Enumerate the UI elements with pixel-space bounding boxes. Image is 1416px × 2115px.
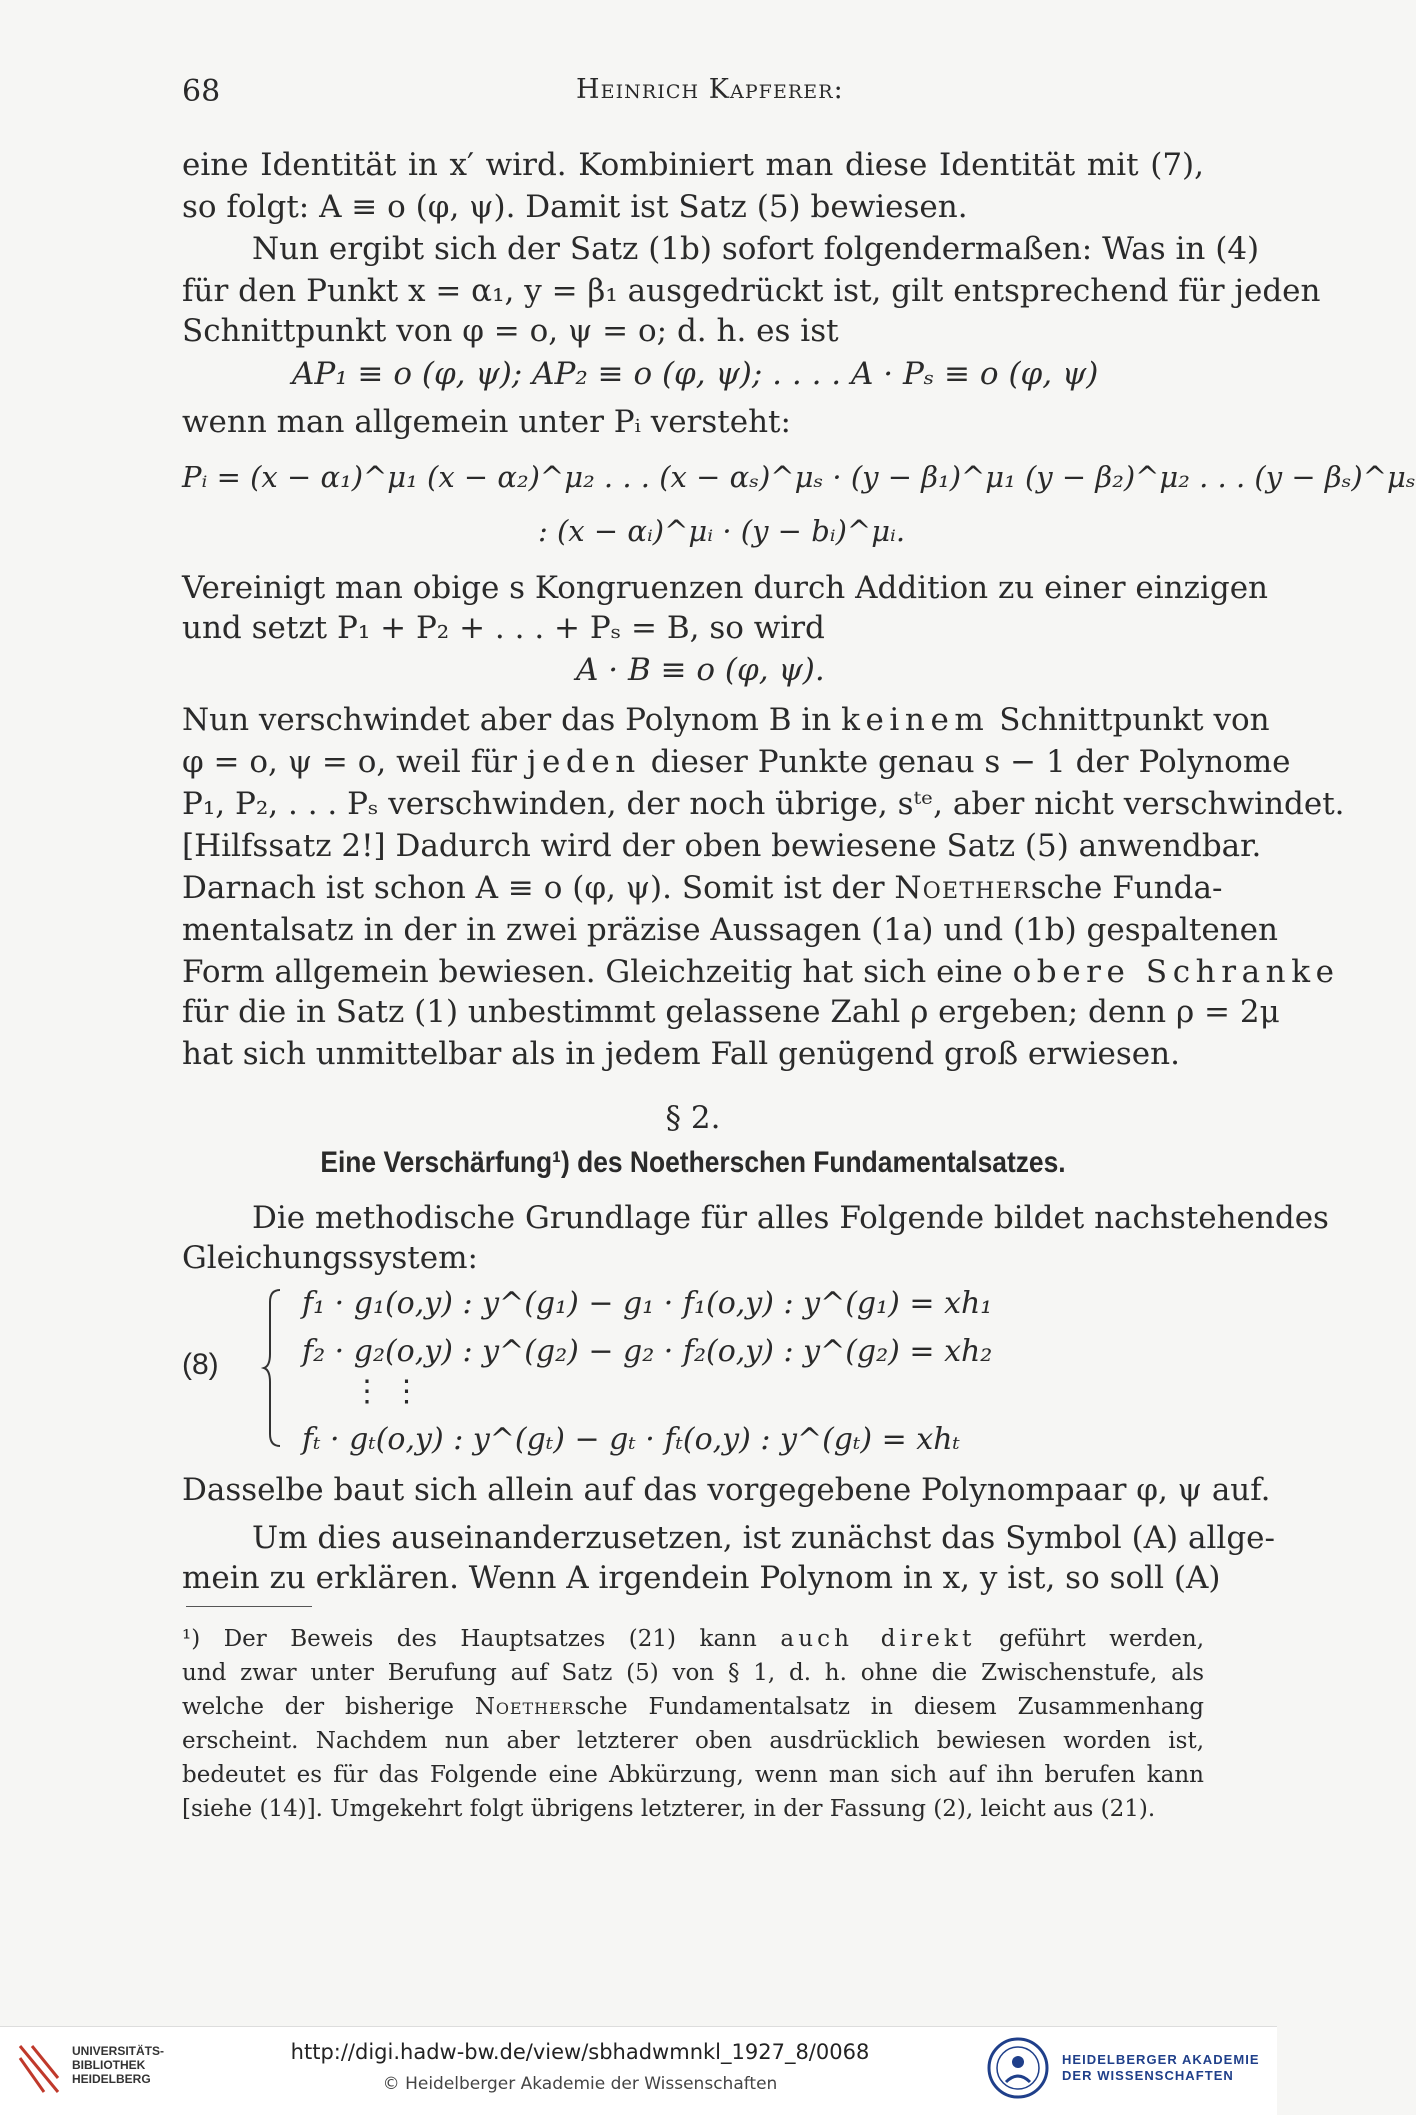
text-run: Nun verschwindet aber das Polynom B in xyxy=(182,702,832,738)
system-row: ⋮ ⋮ xyxy=(352,1374,422,1409)
university-library-logo-icon xyxy=(14,2040,64,2098)
text-run: φ = o, ψ = o, weil für xyxy=(182,744,517,780)
footer-copyright: © Heidelberger Akademie der Wissenschaften xyxy=(382,2074,778,2094)
para4-line xyxy=(182,952,1340,992)
author-name: Noether xyxy=(894,870,1031,906)
text-run: sche Funda- xyxy=(1030,870,1223,906)
university-library-text xyxy=(72,2044,164,2086)
para4-line: mentalsatz in der in zwei präzise Aussagen (1a) und (1b) gespaltenen xyxy=(182,912,1278,948)
footnote-rule xyxy=(186,1606,312,1607)
footnote-line xyxy=(182,1622,1204,1656)
para7-line: Um dies auseinanderzusetzen, ist zunächst das Symbol (A) allge- xyxy=(252,1520,1275,1556)
text-run: ¹) Der Beweis des Hauptsatzes (21) kann xyxy=(182,1626,757,1652)
para4-line xyxy=(182,700,1270,740)
para7-line: mein zu erklären. Wenn A irgendein Polynom in x, y ist, so soll (A) xyxy=(182,1560,1221,1596)
para2-line: für den Punkt x = α₁, y = β₁ ausgedrückt ist, gilt entsprechend für jeden xyxy=(182,273,1321,309)
text-run: geführt werden, xyxy=(999,1626,1205,1652)
para4-line: [Hilfssatz 2!] Dadurch wird der oben bewiesene Satz (5) anwendbar. xyxy=(182,828,1262,864)
section-heading: Eine Verschärfung¹) des Noetherschen Fundamentalsatzes. xyxy=(320,1146,1066,1179)
footer-url-link[interactable]: http://digi.hadw-bw.de/view/sbhadwmnkl_1927_8/0068 xyxy=(290,2040,870,2064)
equation-number: (8) xyxy=(182,1348,219,1381)
para1-line: so folgt: A ≡ o (φ, ψ). Damit ist Satz (5) bewiesen. xyxy=(182,189,968,225)
academy-line: DER WISSENSCHAFTEN xyxy=(1062,2068,1234,2083)
para2-line: Nun ergibt sich der Satz (1b) sofort folgendermaßen: Was in (4) xyxy=(252,231,1260,267)
equation-ab: A · B ≡ o (φ, ψ). xyxy=(576,652,825,688)
para4-line: für die in Satz (1) unbestimmt gelassene Zahl ρ ergeben; denn ρ = 2μ xyxy=(182,994,1280,1030)
equation-pi-1: Pᵢ = (x − α₁)^μ₁ (x − α₂)^μ₂ . . . (x − αₛ)^μₛ · (y − β₁)^μ₁ (y − β₂)^μ₂ . . . (y − βₛ)^μₛ xyxy=(182,460,1416,494)
para5-line: Die methodische Grundlage für alles Folgende bildet nachstehendes xyxy=(252,1200,1329,1236)
academy-text xyxy=(1062,2052,1260,2084)
footnote-line: erscheint. Nachdem nun aber letzterer oben ausdrücklich bewiesen worden ist, xyxy=(182,1728,1204,1754)
para2-line: Schnittpunkt von φ = o, ψ = o; d. h. es ist xyxy=(182,313,839,349)
text-run: sche Fundamentalsatz in diesem Zusammenhang xyxy=(574,1694,1205,1720)
university-line: UNIVERSITÄTS- xyxy=(72,2044,165,2058)
footnote-line xyxy=(182,1690,1204,1724)
system-row: f₂ · g₂(o,y) : y^(g₂) − g₂ · f₂(o,y) : y^(g₂) = xh₂ xyxy=(302,1334,993,1369)
para6-line: Dasselbe baut sich allein auf das vorgegebene Polynompaar φ, ψ auf. xyxy=(182,1472,1271,1508)
page-number: 68 xyxy=(182,74,221,109)
text-run: Darnach ist schon A ≡ o (φ, ψ). Somit ist der xyxy=(182,870,885,906)
equation-pi-2: : (x − αᵢ)^μᵢ · (y − bᵢ)^μᵢ. xyxy=(538,514,906,548)
para4-line: hat sich unmittelbar als in jedem Fall genügend groß erwiesen. xyxy=(182,1036,1180,1072)
para4-line xyxy=(182,742,1291,782)
academy-line: HEIDELBERGER AKADEMIE xyxy=(1062,2052,1260,2067)
system-row: fₜ · gₜ(o,y) : y^(gₜ) − gₜ · fₜ(o,y) : y^(gₜ) = xhₜ xyxy=(302,1422,960,1457)
text-run: Form allgemein bewiesen. Gleichzeitig hat sich eine xyxy=(182,954,1003,990)
para1-line: eine Identität in x′ wird. Kombiniert man diese Identität mit (7), xyxy=(182,147,1204,183)
author-name: Noether xyxy=(474,1694,575,1720)
emphasis-run: obere Schranke xyxy=(1012,954,1340,990)
para4-line: P₁, P₂, . . . Pₛ verschwinden, der noch übrige, sᵗᵉ, aber nicht verschwindet. xyxy=(182,786,1345,822)
equation-ap: AP₁ ≡ o (φ, ψ); AP₂ ≡ o (φ, ψ); . . . . A · Pₛ ≡ o (φ, ψ) xyxy=(292,356,1099,392)
university-line: BIBLIOTHEK xyxy=(72,2058,146,2072)
running-title: Heinrich Kapferer: xyxy=(576,74,844,105)
emphasis-run: auch direkt xyxy=(780,1626,976,1652)
emphasis-run: jeden xyxy=(526,744,641,780)
para4-line xyxy=(182,868,1223,908)
footnote-line: bedeutet es für das Folgende eine Abkürzung, wenn man sich auf ihn berufen kann xyxy=(182,1762,1204,1788)
academy-seal-icon xyxy=(986,2036,1050,2100)
para3-line: Vereinigt man obige s Kongruenzen durch Addition zu einer einzigen xyxy=(182,570,1268,606)
text-run: dieser Punkte genau s − 1 der Polynome xyxy=(650,744,1291,780)
para3-line: und setzt P₁ + P₂ + . . . + Pₛ = B, so wird xyxy=(182,610,825,646)
text-run: welche der bisherige xyxy=(182,1694,454,1720)
where-line: wenn man allgemein unter Pᵢ versteht: xyxy=(182,404,791,440)
footnote-line: [siehe (14)]. Umgekehrt folgt übrigens letzterer, in der Fassung (2), leicht aus (21). xyxy=(182,1796,1156,1822)
section-number: § 2. xyxy=(665,1100,721,1136)
para5-line: Gleichungssystem: xyxy=(182,1240,478,1276)
emphasis-run: keinem xyxy=(841,702,990,738)
system-row: f₁ · g₁(o,y) : y^(g₁) − g₁ · f₁(o,y) : y^(g₁) = xh₁ xyxy=(302,1286,993,1321)
university-line: HEIDELBERG xyxy=(72,2072,151,2086)
footnote-line: und zwar unter Berufung auf Satz (5) von § 1, d. h. ohne die Zwischenstufe, als xyxy=(182,1660,1204,1686)
text-run: Schnittpunkt von xyxy=(999,702,1270,738)
left-brace-icon xyxy=(262,1288,284,1448)
